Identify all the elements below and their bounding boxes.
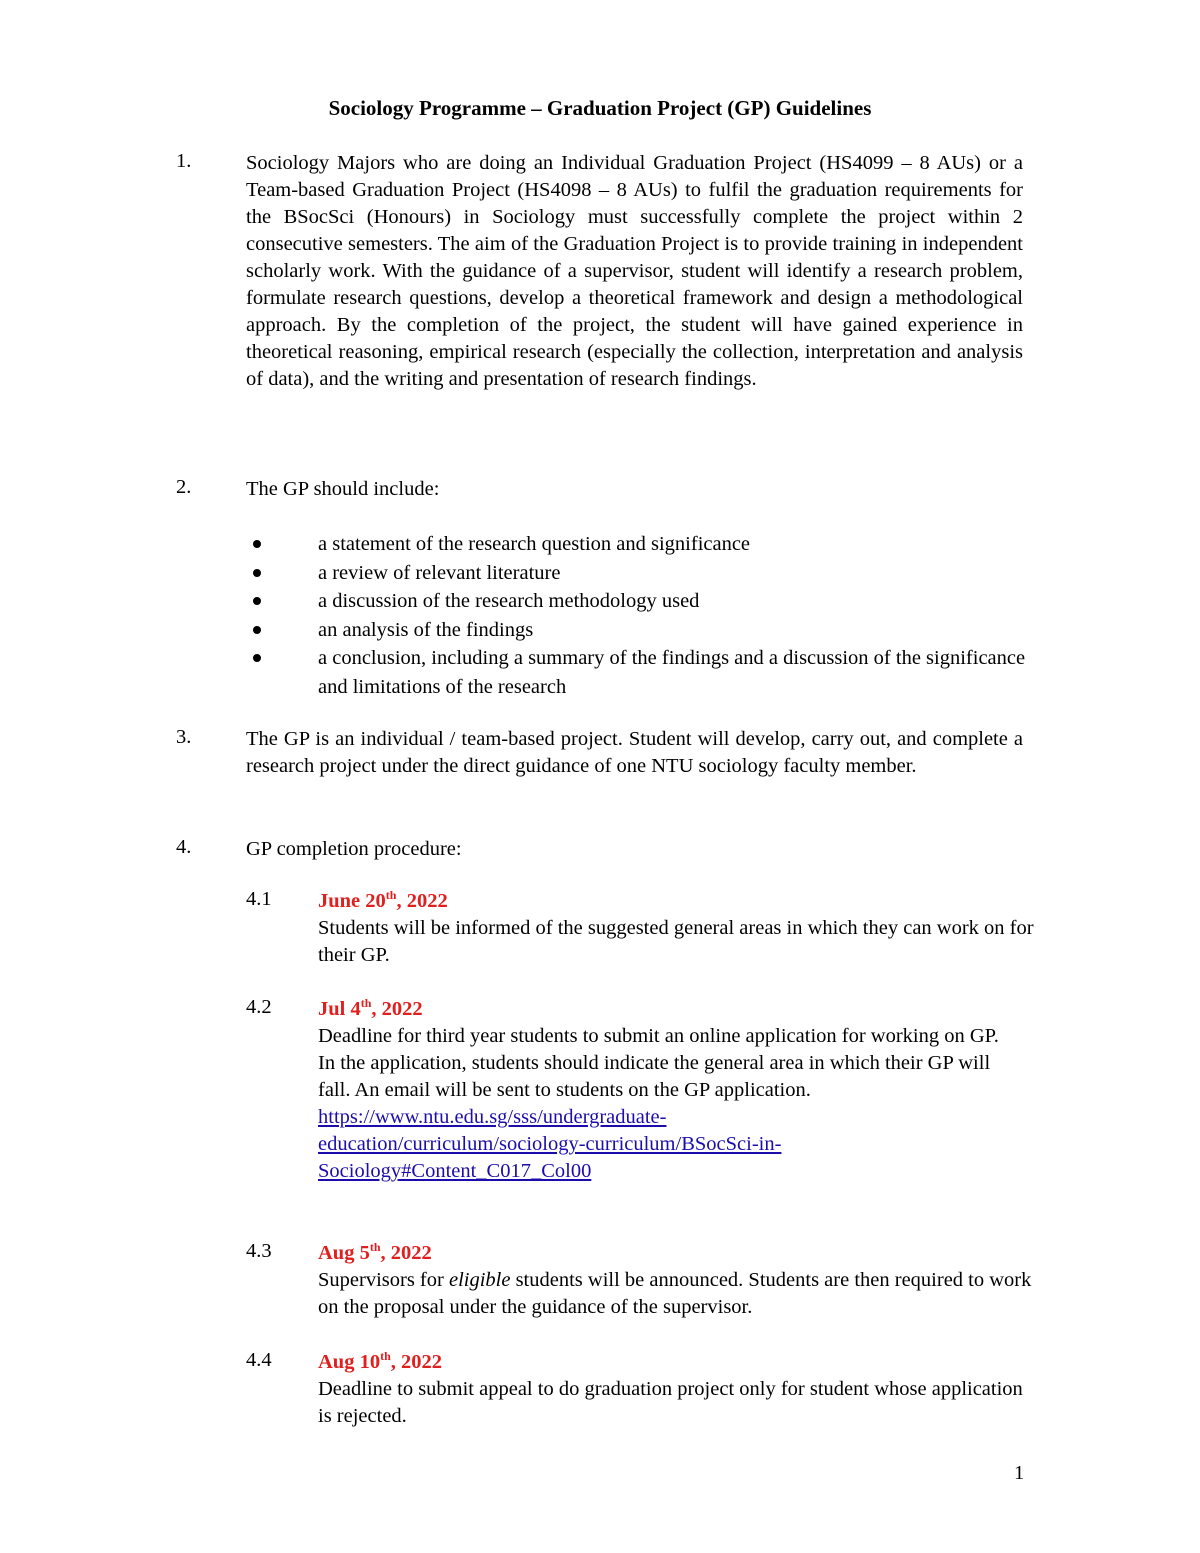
section-number: 4. <box>176 836 192 858</box>
step-number: 4.3 <box>246 1240 272 1262</box>
bullet-icon <box>253 540 261 548</box>
step-date: June 20th, 2022 <box>318 888 448 912</box>
bullet-icon <box>253 597 261 605</box>
section-text: The GP is an individual / team-based project. Student will develop, carry out, and complete a research project under the direct guidance of one NTU sociology faculty member. <box>246 728 1023 777</box>
gp-contents-list <box>246 530 1036 702</box>
list-item: a review of relevant literature <box>246 559 1036 588</box>
step-text: Supervisors for eligible students will be announced. Students are then required to work on the proposal under the guidance of the supervisor. <box>318 1269 1032 1318</box>
step-4-4 <box>246 1349 1036 1430</box>
step-4-1 <box>246 888 1036 969</box>
section-3 <box>176 726 1026 780</box>
section-text: The GP should include: <box>246 478 440 500</box>
list-item: an analysis of the findings <box>246 616 1036 645</box>
step-number: 4.1 <box>246 888 272 910</box>
document-title: Sociology Programme – Graduation Project (GP) Guidelines <box>328 96 872 120</box>
step-date: Aug 5th, 2022 <box>318 1240 432 1264</box>
step-4-3 <box>246 1240 1036 1321</box>
list-item: a discussion of the research methodology used <box>246 587 1036 616</box>
bullet-icon <box>253 654 261 662</box>
step-date: Aug 10th, 2022 <box>318 1349 443 1373</box>
list-item: a conclusion, including a summary of the findings and a discussion of the significance and limitations of the research <box>246 644 1036 701</box>
application-link[interactable]: https://www.ntu.edu.sg/sss/undergraduate- education/curriculum/sociology-curriculum/BSocSci-in- Sociology#Content_C017_Col00 <box>318 1106 782 1182</box>
section-text: Sociology Majors who are doing an Individual Graduation Project (HS4099 – 8 AUs) or a Team-based Graduation Project (HS4098 – 8 AUs) to fulfil the graduation requirements for the BSocSci (Honours) in Sociology must successfully complete the project within 2 consecutive semesters. The aim of the Graduation Project is to provide training in independent scholarly work. With the guidance of a supervisor, student will identify a research problem, formulate research questions, develop a theoretical framework and design a methodological approach. By the completion of the project, the student will have gained experience in theoretical reasoning, empirical research (especially the collection, interpretation and analysis of data), and the writing and presentation of research findings. <box>246 152 1023 390</box>
step-text: Deadline to submit appeal to do graduation project only for student whose application is rejected. <box>318 1378 1023 1427</box>
step-number: 4.4 <box>246 1349 272 1371</box>
section-number: 3. <box>176 726 192 748</box>
step-text: Students will be informed of the suggested general areas in which they can work on for their GP. <box>318 917 1034 966</box>
bullet-icon <box>253 569 261 577</box>
section-1 <box>176 150 1026 393</box>
section-4 <box>176 836 1026 863</box>
step-number: 4.2 <box>246 996 272 1018</box>
step-4-2 <box>246 996 1036 1185</box>
step-date: Jul 4th, 2022 <box>318 996 423 1020</box>
section-text: GP completion procedure: <box>246 838 462 860</box>
section-number: 2. <box>176 476 192 498</box>
step-text: Deadline for third year students to submit an online application for working on GP. In the application, students should indicate the general area in which their GP will fall. An email will be sent to students on the GP application. <box>318 1025 999 1101</box>
section-number: 1. <box>176 150 192 172</box>
list-item: a statement of the research question and significance <box>246 530 1036 559</box>
page-number: 1 <box>1014 1462 1025 1484</box>
bullet-icon <box>253 626 261 634</box>
section-2 <box>176 476 1026 503</box>
